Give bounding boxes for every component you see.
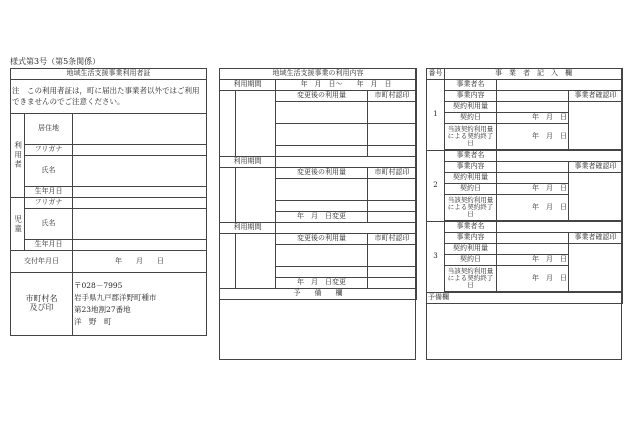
period-value-2[interactable] <box>276 157 417 168</box>
approval-field-2[interactable] <box>368 179 417 201</box>
confirm-label-1: 事業者確認印 <box>569 91 623 102</box>
approval-field-3c[interactable] <box>368 278 417 289</box>
change-date-2: 年 月 日変更 <box>276 212 368 223</box>
child-dob-field[interactable] <box>73 240 207 251</box>
change-field-1[interactable] <box>276 102 368 124</box>
approval-field-3b[interactable] <box>368 267 417 278</box>
usage-amount-3[interactable] <box>236 234 276 289</box>
end-date-label-1: 当該契約利用量による契約終了日 <box>445 124 497 150</box>
user-section-label: 利用者 <box>11 114 25 198</box>
provider-table <box>426 68 623 304</box>
change-field-3[interactable] <box>276 245 368 267</box>
municipality-info <box>73 273 207 336</box>
child-name-label: 氏名 <box>25 209 73 240</box>
issue-date-value: 年 月 日 <box>73 251 207 273</box>
furigana-field[interactable] <box>73 145 207 156</box>
service-label-2: 事業内容 <box>445 162 497 173</box>
town-name: 洋 野 町 <box>74 317 112 326</box>
end-date-value-2: 年 月 日 <box>497 195 569 221</box>
end-date-label-3: 当該契約利用量による契約終了日 <box>445 266 497 292</box>
contract-amount-field-2[interactable] <box>497 173 569 184</box>
address-line-2: 第23地割27番地 <box>74 305 131 314</box>
service-label-3: 事業内容 <box>445 233 497 244</box>
child-name-field[interactable] <box>73 209 207 240</box>
change-date-1 <box>276 146 368 157</box>
certificate-title: 地域生活支援事業利用者証 <box>11 69 207 80</box>
certificate-note: 注 この利用者証は，町に届出た事業者以外ではご利用できませんのでご注意ください。 <box>11 80 207 114</box>
contract-amount-label-3: 契約利用量 <box>445 244 497 255</box>
end-date-value-3: 年 月 日 <box>497 266 569 292</box>
child-furigana-label: フリガナ <box>25 198 73 209</box>
approval-label-1: 市町村認印 <box>368 91 417 102</box>
contract-date-label-1: 契約日 <box>445 113 497 124</box>
usage-block-2-margin <box>220 168 236 223</box>
period-value-3[interactable] <box>276 223 417 234</box>
child-furigana-field[interactable] <box>73 198 207 209</box>
period-value-1: 年 月 日〜 年 月 日 <box>276 80 417 91</box>
usage-amount-2[interactable] <box>236 168 276 223</box>
end-date-label-2: 当該契約利用量による契約終了日 <box>445 195 497 221</box>
change-field-2[interactable] <box>276 179 368 201</box>
entry-number-2: 2 <box>427 151 445 222</box>
change-label-1: 変更後の利用量 <box>276 91 368 102</box>
dob-field[interactable] <box>73 187 207 198</box>
confirm-stamp-2[interactable] <box>569 173 623 221</box>
usage-table <box>219 68 417 300</box>
period-label-2: 利用期間 <box>220 157 276 168</box>
form-number: 様式第3号（第5条関係） <box>10 57 101 66</box>
number-header: 番号 <box>427 69 445 80</box>
approval-field-2c[interactable] <box>368 212 417 223</box>
postal-code: 〒028－7995 <box>74 281 123 290</box>
usage-block-3-margin <box>220 234 236 289</box>
contract-date-value-3: 年 月 日 <box>497 255 569 266</box>
address-label: 居住地 <box>25 114 73 145</box>
contract-date-label-2: 契約日 <box>445 184 497 195</box>
issue-date-label: 交付年月日 <box>11 251 73 273</box>
usage-block-1-margin <box>220 91 236 157</box>
approval-field-2b[interactable] <box>368 201 417 212</box>
entry-number-3: 3 <box>427 222 445 293</box>
approval-label-3: 市町村認印 <box>368 234 417 245</box>
usage-title: 地域生活支援事業の利用内容 <box>220 69 417 80</box>
change-date-3: 年 月 日変更 <box>276 278 368 289</box>
approval-field-3[interactable] <box>368 245 417 267</box>
contract-amount-label-2: 契約利用量 <box>445 173 497 184</box>
child-dob-label: 生年月日 <box>25 240 73 251</box>
confirm-label-2: 事業者確認印 <box>569 162 623 173</box>
change-field-1b[interactable] <box>276 124 368 146</box>
contract-amount-label-1: 契約利用量 <box>445 102 497 113</box>
period-label-3: 利用期間 <box>220 223 276 234</box>
provider-name-field-3[interactable] <box>497 222 623 233</box>
provider-name-label-2: 事業者名 <box>445 151 497 162</box>
approval-field-1b[interactable] <box>368 124 417 146</box>
contract-date-value-1: 年 月 日 <box>497 113 569 124</box>
user-certificate-panel <box>10 68 207 336</box>
approval-label-2: 市町村認印 <box>368 168 417 179</box>
address-line-1: 岩手県九戸郡洋野町種市 <box>74 293 157 302</box>
confirm-stamp-3[interactable] <box>569 244 623 292</box>
contract-date-value-2: 年 月 日 <box>497 184 569 195</box>
change-label-3: 変更後の利用量 <box>276 234 368 245</box>
service-label-1: 事業内容 <box>445 91 497 102</box>
change-label-2: 変更後の利用量 <box>276 168 368 179</box>
period-label-1: 利用期間 <box>220 80 276 91</box>
service-field-3[interactable] <box>497 233 569 244</box>
change-field-3b[interactable] <box>276 267 368 278</box>
child-section-label: 児童 <box>11 198 25 251</box>
dob-label: 生年月日 <box>25 187 73 198</box>
approval-field-1[interactable] <box>368 102 417 124</box>
entry-header: 事 業 者 記 入 欄 <box>445 69 623 80</box>
provider-name-label-1: 事業者名 <box>445 80 497 91</box>
municipality-label: 市町村名 及び印 <box>11 273 73 336</box>
provider-name-field-1[interactable] <box>497 80 623 91</box>
contract-date-label-3: 契約日 <box>445 255 497 266</box>
provider-name-label-3: 事業者名 <box>445 222 497 233</box>
address-field[interactable] <box>73 114 207 145</box>
confirm-label-3: 事業者確認印 <box>569 233 623 244</box>
provider-name-field-2[interactable] <box>497 151 623 162</box>
contract-amount-field-1[interactable] <box>497 102 569 113</box>
entry-number-1: 1 <box>427 80 445 151</box>
end-date-value-1: 年 月 日 <box>497 124 569 150</box>
service-field-1[interactable] <box>497 91 569 102</box>
confirm-stamp-1[interactable] <box>569 102 623 150</box>
usage-amount-1[interactable] <box>236 91 276 157</box>
furigana-label: フリガナ <box>25 145 73 156</box>
provider-remarks-label: 予備欄 <box>427 293 623 304</box>
usage-remarks-label: 予 備 欄 <box>220 289 417 300</box>
change-field-2b[interactable] <box>276 201 368 212</box>
contract-amount-field-3[interactable] <box>497 244 569 255</box>
approval-field-1c[interactable] <box>368 146 417 157</box>
name-field[interactable] <box>73 156 207 187</box>
name-label: 氏名 <box>25 156 73 187</box>
service-field-2[interactable] <box>497 162 569 173</box>
